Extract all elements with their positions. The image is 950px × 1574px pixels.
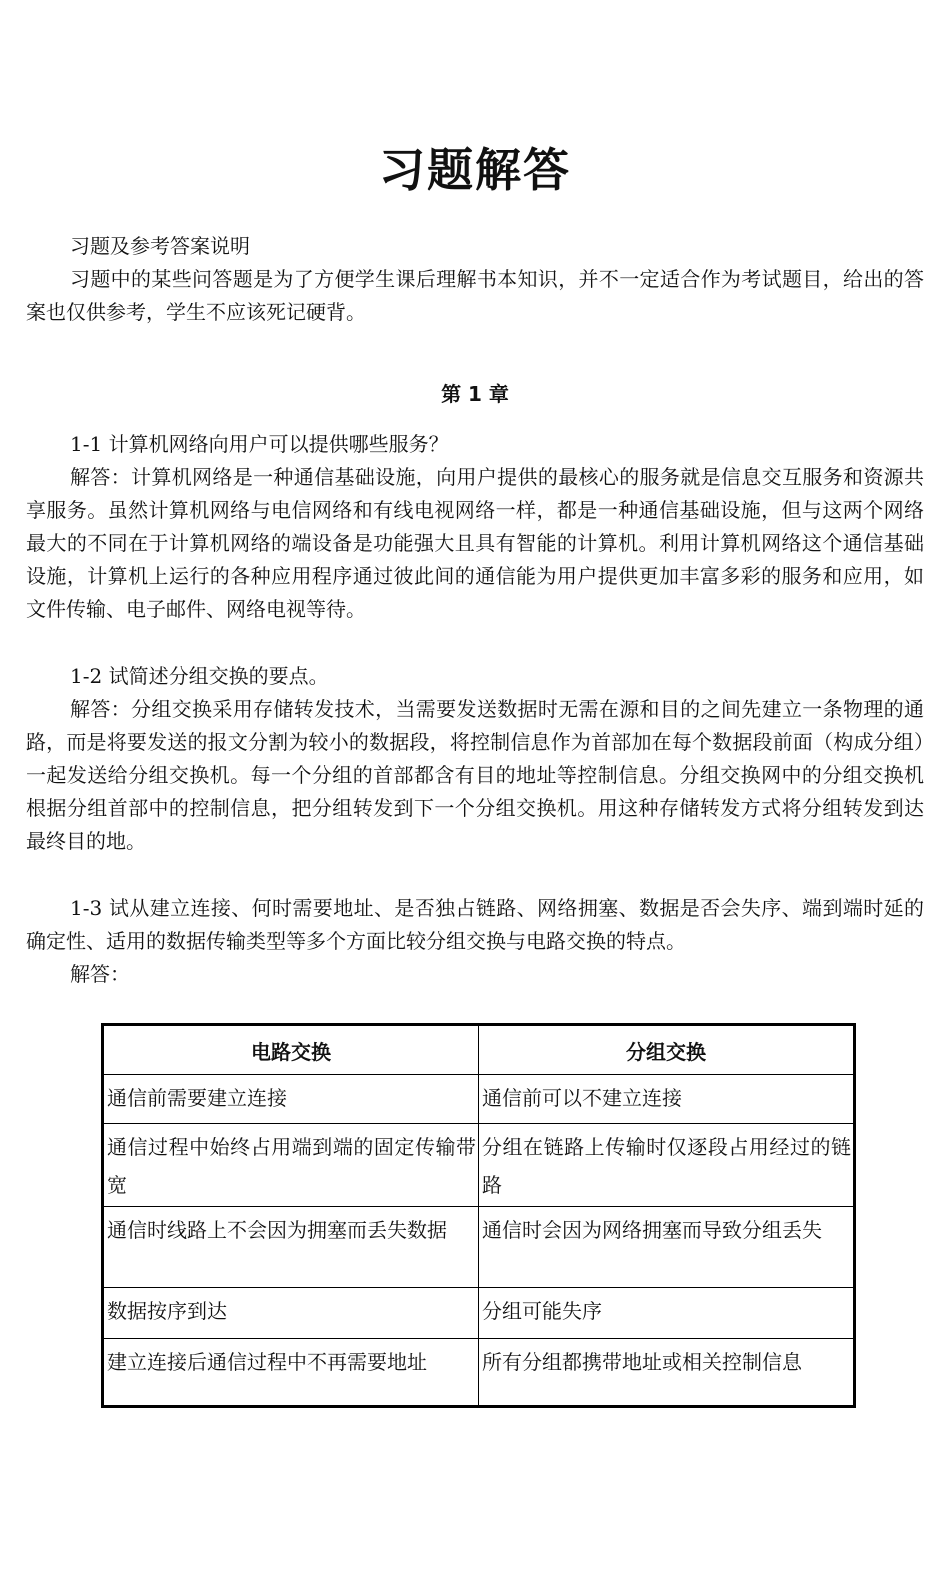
question-1-3: 1-3 试从建立连接、何时需要地址、是否独占链路、网络拥塞、数据是否会失序、端到端时延的确定性、适用的数据传输类型等多个方面比较分组交换与电路交换的特点。: [26, 896, 924, 953]
intro-text: 习题中的某些问答题是为了方便学生课后理解书本知识，并不一定适合作为考试题目，给出的答案也仅供参考，学生不应该死记硬背。: [26, 267, 924, 324]
chapter-heading: 第 1 章: [441, 382, 509, 406]
table-row: [103, 1075, 855, 1124]
table-cell: 数据按序到达: [103, 1288, 479, 1339]
table-cell: 分组在链路上传输时仅逐段占用经过的链路: [479, 1124, 855, 1207]
question-1-1: 1-1 计算机网络向用户可以提供哪些服务？: [70, 432, 449, 456]
header-packet-switching: 分组交换: [479, 1025, 855, 1075]
table-row: [103, 1339, 855, 1407]
table-cell: 通信前需要建立连接: [103, 1075, 479, 1124]
table-cell: 通信过程中始终占用端到端的固定传输带宽: [103, 1124, 479, 1207]
table-cell: 通信前可以不建立连接: [479, 1075, 855, 1124]
comparison-table: [101, 1023, 856, 1408]
table-cell: 分组可能失序: [479, 1288, 855, 1339]
intro-label: 习题及参考答案说明: [70, 234, 250, 258]
table-row: [103, 1288, 855, 1339]
table-row: [103, 1124, 855, 1207]
table-cell: 通信时会因为网络拥塞而导致分组丢失: [479, 1207, 855, 1288]
page-title: 习题解答: [379, 143, 571, 197]
answer-1-3-label: 解答：: [70, 962, 130, 986]
table-cell: 所有分组都携带地址或相关控制信息: [479, 1339, 855, 1407]
answer-1-2: 解答：分组交换采用存储转发技术，当需要发送数据时无需在源和目的之间先建立一条物理的通路，而是将要发送的报文分割为较小的数据段，将控制信息作为首部加在每个数据段前面（构成分组）一起发送给分组交换机。每一个分组的首部都含有目的地址等控制信息。分组交换网中的分组交换机根据分组首部中的控制信息，把分组转发到下一个分组交换机。用这种存储转发方式将分组转发到达最终目的地。: [26, 697, 924, 853]
table-cell: 建立连接后通信过程中不再需要地址: [103, 1339, 479, 1407]
table-header-row: [103, 1025, 855, 1075]
table-cell: 通信时线路上不会因为拥塞而丢失数据: [103, 1207, 479, 1288]
answer-1-1: 解答：计算机网络是一种通信基础设施，向用户提供的最核心的服务就是信息交互服务和资源共享服务。虽然计算机网络与电信网络和有线电视网络一样，都是一种通信基础设施，但与这两个网络最大的不同在于计算机网络的端设备是功能强大且具有智能的计算机。利用计算机网络这个通信基础设施，计算机上运行的各种应用程序通过彼此间的通信能为用户提供更加丰富多彩的服务和应用，如文件传输、电子邮件、网络电视等待。: [26, 465, 924, 621]
question-1-2: 1-2 试简述分组交换的要点。: [70, 664, 329, 688]
header-circuit-switching: 电路交换: [103, 1025, 479, 1075]
table-row: [103, 1207, 855, 1288]
